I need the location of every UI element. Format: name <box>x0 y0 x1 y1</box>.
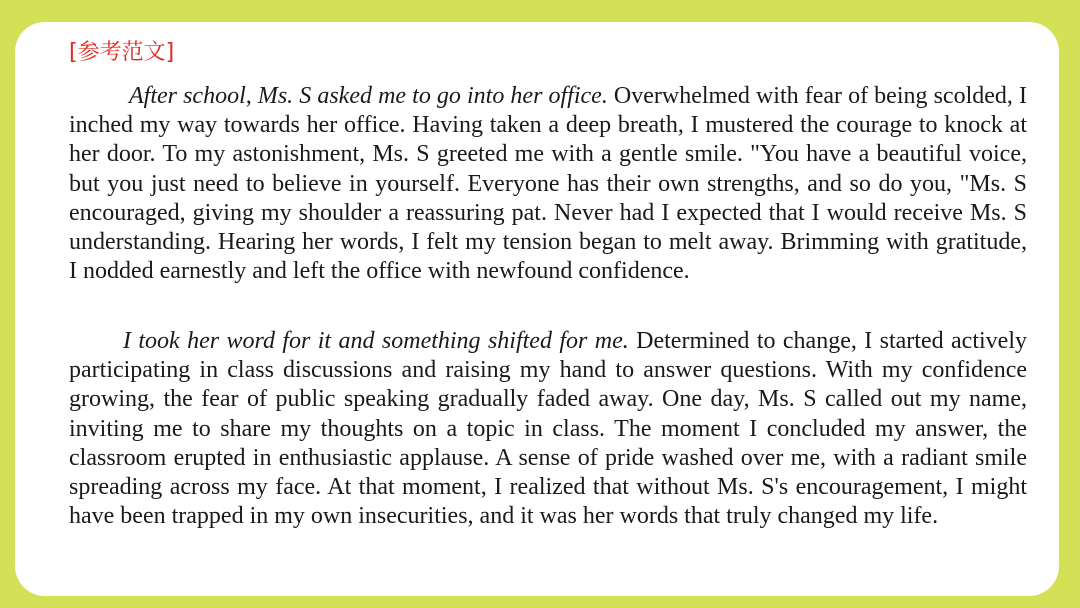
paragraph-1-body: Overwhelmed with fear of being scolded, I inched my way towards her office. Having taken a deep breath, I mustered the courage to knock at her door. To my astonishment, Ms. S greeted me with a gentle smile. "You have a beautiful voice, but you just need to believe in yourself. Everyone has their own strengths, and so do you, "Ms. S encouraged, giving my shoulder a reassuring pat. Never had I expected that I would receive Ms. S understanding. Hearing her words, I felt my tension began to melt away. Brimming with gratitude, I nodded earnestly and left the office with newfound confidence. <box>69 83 1027 285</box>
essay-card <box>15 22 1059 596</box>
reference-essay-heading: [参考范文] <box>69 40 175 65</box>
essay-paragraph-2 <box>69 327 1027 531</box>
paragraph-1-lead-sentence: After school, Ms. S asked me to go into her office. <box>129 83 608 109</box>
paragraph-2-body: Determined to change, I started actively participating in class discussions and raising my hand to answer questions. With my confidence growing, the fear of public speaking gradually faded away. One day, Ms. S called out my name, inviting me to share my thoughts on a topic in class. The moment I concluded my answer, the classroom erupted in enthusiastic applause. A sense of pride washed over me, with a radiant smile spreading across my face. At that moment, I realized that without Ms. S's encouragement, I might have been trapped in my own insecurities, and it was her words that truly changed my life. <box>69 328 1027 530</box>
paragraph-2-lead-sentence: I took her word for it and something shifted for me. <box>123 328 629 354</box>
essay-paragraph-1 <box>69 82 1027 286</box>
